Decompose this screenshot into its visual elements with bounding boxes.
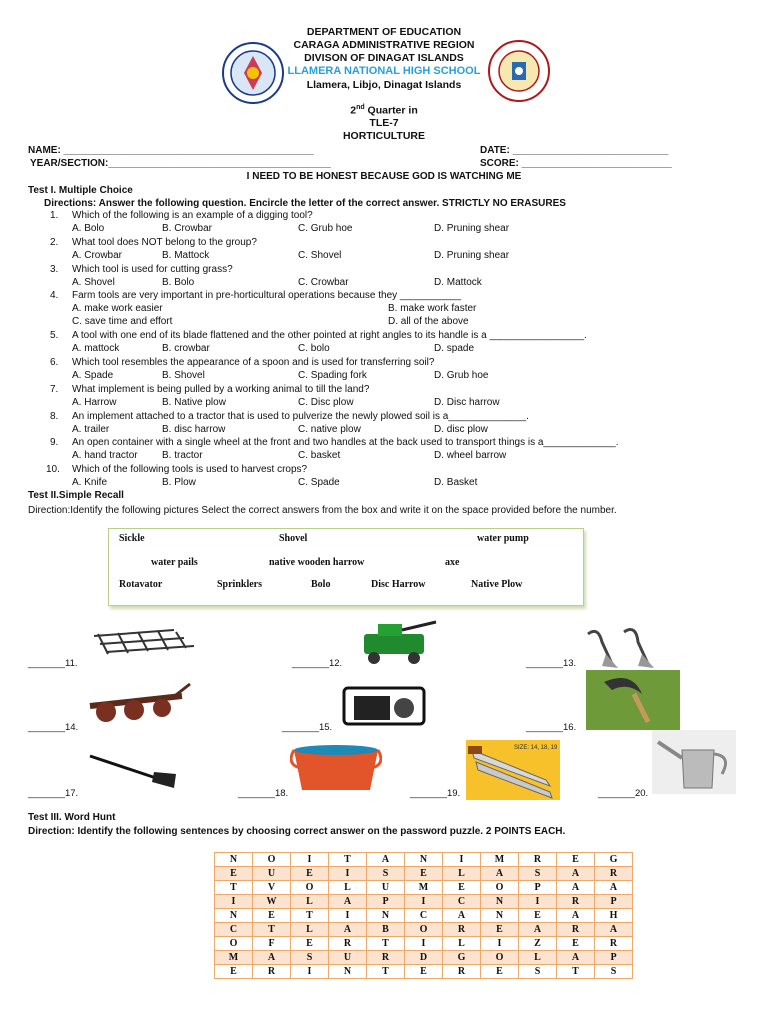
option-a[interactable]: A. Spade bbox=[72, 370, 114, 381]
option-c[interactable]: C. bolo bbox=[298, 343, 330, 355]
box-word: Shovel bbox=[279, 533, 308, 544]
option-b[interactable]: B. crowbar bbox=[162, 343, 210, 355]
grid-cell[interactable]: O bbox=[291, 881, 329, 895]
option-b[interactable]: B. Shovel bbox=[162, 370, 205, 381]
grid-cell[interactable]: R bbox=[253, 965, 291, 979]
option-d[interactable]: D. disc plow bbox=[434, 423, 488, 435]
box-word: water pails bbox=[151, 557, 198, 568]
grid-row bbox=[215, 867, 633, 881]
grid-cell[interactable]: R bbox=[443, 965, 481, 979]
grid-cell[interactable]: O bbox=[253, 853, 291, 867]
grid-cell[interactable]: E bbox=[291, 867, 329, 881]
grid-cell[interactable]: A bbox=[253, 951, 291, 965]
option-a[interactable]: A. make work easier bbox=[72, 303, 163, 315]
grid-cell[interactable]: C bbox=[215, 923, 253, 937]
subject-code: TLE-7 bbox=[369, 117, 399, 129]
grid-cell[interactable]: I bbox=[519, 895, 557, 909]
grid-cell[interactable]: O bbox=[481, 951, 519, 965]
box-word: axe bbox=[445, 557, 460, 568]
grid-cell[interactable]: A bbox=[329, 923, 367, 937]
grid-cell[interactable]: U bbox=[367, 881, 405, 895]
harrow-picture bbox=[88, 622, 200, 667]
quarter-line: 2nd Quarter in bbox=[350, 104, 418, 117]
option-c[interactable]: C. basket bbox=[298, 450, 341, 462]
grid-cell[interactable]: N bbox=[481, 909, 519, 923]
option-c[interactable]: C. native plow bbox=[298, 423, 361, 435]
question-number: 1. bbox=[50, 210, 59, 221]
blank-13[interactable]: _______13. bbox=[526, 658, 577, 669]
question-number: 6. bbox=[50, 357, 59, 368]
grid-cell[interactable]: E bbox=[519, 909, 557, 923]
sprinkler-picture bbox=[652, 730, 736, 799]
blank-20[interactable]: _______20. bbox=[598, 788, 649, 799]
question-number: 3. bbox=[50, 263, 59, 275]
grid-cell[interactable]: R bbox=[595, 937, 633, 951]
grid-cell[interactable]: L bbox=[291, 923, 329, 937]
grid-cell[interactable]: T bbox=[291, 909, 329, 923]
grid-cell[interactable]: L bbox=[329, 881, 367, 895]
blank-14[interactable]: _______14. bbox=[28, 722, 79, 733]
grid-row bbox=[215, 895, 633, 909]
grid-cell[interactable]: R bbox=[367, 951, 405, 965]
grid-cell[interactable]: T bbox=[253, 923, 291, 937]
grid-row bbox=[215, 853, 633, 867]
option-b[interactable]: B. Native plow bbox=[162, 396, 226, 408]
grid-cell[interactable]: N bbox=[215, 909, 253, 923]
grid-cell[interactable]: L bbox=[443, 937, 481, 951]
sickle-picture bbox=[586, 670, 680, 735]
grid-cell[interactable]: T bbox=[215, 881, 253, 895]
grid-row bbox=[215, 951, 633, 965]
grid-cell[interactable]: L bbox=[519, 951, 557, 965]
option-c[interactable]: C. Grub hoe bbox=[298, 223, 353, 234]
box-word: native wooden harrow bbox=[269, 557, 365, 568]
option-c[interactable]: C. save time and effort bbox=[72, 316, 173, 328]
grid-cell[interactable]: E bbox=[291, 937, 329, 951]
test2-direction: Direction:Identify the following pictures Select the correct answers from the box and write it on the space provided before the number. bbox=[28, 505, 617, 516]
rotavator-picture bbox=[358, 618, 442, 671]
grid-cell[interactable]: C bbox=[443, 895, 481, 909]
option-d[interactable]: D. Grub hoe bbox=[434, 370, 489, 381]
grid-cell[interactable]: B bbox=[367, 923, 405, 937]
grid-cell[interactable]: E bbox=[405, 965, 443, 979]
option-c[interactable]: C. Disc plow bbox=[298, 396, 354, 408]
school-address: Llamera, Libjo, Dinagat Islands bbox=[306, 79, 462, 91]
grid-cell[interactable]: I bbox=[215, 895, 253, 909]
grid-cell[interactable]: T bbox=[557, 965, 595, 979]
question-text: An open container with a single wheel at the front and two handles at the back used to transport things is a_____________. bbox=[72, 437, 619, 449]
grid-cell[interactable]: I bbox=[291, 965, 329, 979]
grid-cell[interactable]: P bbox=[367, 895, 405, 909]
grid-cell[interactable]: M bbox=[405, 881, 443, 895]
test3-title: Test III. Word Hunt bbox=[28, 812, 116, 823]
grid-cell[interactable]: O bbox=[481, 881, 519, 895]
grid-cell[interactable]: H bbox=[595, 909, 633, 923]
question-text: An implement attached to a tractor that is used to pulverize the newly plowed soil is a______________. bbox=[72, 410, 529, 422]
grid-cell[interactable]: O bbox=[215, 937, 253, 951]
box-word: Bolo bbox=[311, 579, 331, 590]
option-d[interactable]: D. Basket bbox=[434, 477, 478, 489]
blank-18[interactable]: _______18. bbox=[238, 788, 289, 799]
answer-box bbox=[108, 528, 584, 606]
test1-title: Test I. Multiple Choice bbox=[28, 185, 133, 196]
option-a[interactable]: A. hand tractor bbox=[72, 450, 138, 462]
grid-cell[interactable]: I bbox=[329, 909, 367, 923]
native-plow-picture bbox=[582, 624, 666, 675]
grid-cell[interactable]: S bbox=[595, 965, 633, 979]
grid-cell[interactable]: T bbox=[329, 853, 367, 867]
grid-cell[interactable]: T bbox=[367, 965, 405, 979]
grid-cell[interactable]: V bbox=[253, 881, 291, 895]
option-a[interactable]: A. Crowbar bbox=[72, 249, 123, 261]
word-hunt-grid bbox=[214, 852, 633, 979]
option-c[interactable]: C. Spading fork bbox=[298, 370, 367, 381]
grid-cell[interactable]: A bbox=[557, 881, 595, 895]
grid-cell[interactable]: A bbox=[557, 909, 595, 923]
grid-cell[interactable]: E bbox=[557, 853, 595, 867]
option-b[interactable]: B. make work faster bbox=[388, 303, 477, 315]
grid-cell[interactable]: I bbox=[405, 937, 443, 951]
grid-cell[interactable]: T bbox=[367, 937, 405, 951]
school-name: LLAMERA NATIONAL HIGH SCHOOL bbox=[287, 65, 481, 77]
question-number: 5. bbox=[50, 330, 59, 342]
grid-cell[interactable]: E bbox=[215, 867, 253, 881]
question-text: Which tool resembles the appearance of a spoon and is used for transferring soil? bbox=[72, 357, 435, 368]
option-a[interactable]: A. Shovel bbox=[72, 276, 115, 288]
option-b[interactable]: B. Mattock bbox=[162, 249, 210, 261]
option-d[interactable]: D. wheel barrow bbox=[434, 450, 507, 462]
grid-cell[interactable]: N bbox=[405, 853, 443, 867]
question-text: Which of the following is an example of a digging tool? bbox=[72, 210, 313, 221]
grid-cell[interactable]: W bbox=[253, 895, 291, 909]
header-line3: DIVISON OF DINAGAT ISLANDS bbox=[304, 52, 464, 64]
question-number: 8. bbox=[50, 410, 59, 422]
grid-cell[interactable]: A bbox=[557, 867, 595, 881]
grid-cell[interactable]: N bbox=[367, 909, 405, 923]
grid-cell[interactable]: N bbox=[481, 895, 519, 909]
grid-cell[interactable]: R bbox=[557, 895, 595, 909]
grid-cell[interactable]: U bbox=[329, 951, 367, 965]
honesty-motto: I NEED TO BE HONEST BECAUSE GOD IS WATCHING ME bbox=[246, 171, 522, 182]
option-b[interactable]: B. Crowbar bbox=[162, 223, 213, 234]
grid-cell[interactable]: S bbox=[519, 965, 557, 979]
option-d[interactable]: D. Disc harrow bbox=[434, 396, 500, 408]
date-field[interactable]: DATE: ____________________________ bbox=[480, 145, 669, 156]
blank-17[interactable]: _______17. bbox=[28, 788, 79, 799]
water-pump-picture bbox=[342, 686, 426, 731]
grid-cell[interactable]: R bbox=[557, 923, 595, 937]
grid-row bbox=[215, 923, 633, 937]
option-b[interactable]: B. Bolo bbox=[162, 276, 195, 288]
option-d[interactable]: D. Pruning shear bbox=[434, 249, 510, 261]
option-c[interactable]: C. Crowbar bbox=[298, 276, 349, 288]
question-number: 2. bbox=[50, 236, 59, 248]
grid-cell[interactable]: P bbox=[595, 895, 633, 909]
option-b[interactable]: B. disc harrow bbox=[162, 423, 226, 435]
grid-cell[interactable]: A bbox=[595, 923, 633, 937]
test2-title: Test II.Simple Recall bbox=[28, 490, 124, 501]
grid-cell[interactable]: A bbox=[519, 923, 557, 937]
disc-plow-picture bbox=[86, 678, 196, 731]
grid-cell[interactable]: G bbox=[443, 951, 481, 965]
option-c[interactable]: C. Spade bbox=[298, 477, 340, 489]
question-text: Which of the following tools is used to harvest crops? bbox=[72, 464, 308, 476]
question-text: Which tool is used for cutting grass? bbox=[72, 263, 233, 275]
grid-cell[interactable]: I bbox=[443, 853, 481, 867]
grid-cell[interactable]: P bbox=[595, 951, 633, 965]
grid-cell[interactable]: E bbox=[557, 937, 595, 951]
question-number: 9. bbox=[50, 437, 59, 449]
grid-cell[interactable]: I bbox=[329, 867, 367, 881]
box-word: Sickle bbox=[119, 533, 145, 544]
option-a[interactable]: A. Harrow bbox=[72, 396, 117, 408]
water-pail-picture bbox=[290, 744, 382, 799]
grid-cell[interactable]: N bbox=[215, 853, 253, 867]
name-field[interactable]: NAME: _____________________________________________ bbox=[28, 145, 314, 156]
size-label: SIZE: 14, 18, 19 bbox=[514, 745, 558, 751]
question-number: 10. bbox=[46, 464, 60, 476]
grid-cell[interactable]: I bbox=[291, 853, 329, 867]
option-b[interactable]: B. tractor bbox=[162, 450, 203, 462]
option-a[interactable]: A. Knife bbox=[72, 477, 108, 489]
grid-cell[interactable]: E bbox=[405, 867, 443, 881]
subject-title: HORTICULTURE bbox=[342, 130, 426, 142]
grid-cell[interactable]: A bbox=[367, 853, 405, 867]
shovel-picture bbox=[86, 752, 186, 795]
question-text: A tool with one end of its blade flattened and the other pointed at right angles to its handle is a _________________. bbox=[72, 330, 587, 342]
blank-12[interactable]: _______12. bbox=[292, 658, 343, 669]
grid-cell[interactable]: I bbox=[405, 895, 443, 909]
grid-cell[interactable]: D bbox=[405, 951, 443, 965]
grid-cell[interactable]: A bbox=[557, 951, 595, 965]
blank-11[interactable]: _______11. bbox=[28, 658, 78, 669]
box-word: Native Plow bbox=[471, 579, 523, 590]
box-word: Disc Harrow bbox=[371, 579, 426, 590]
grid-cell[interactable]: Z bbox=[519, 937, 557, 951]
question-number: 4. bbox=[50, 290, 59, 302]
question-text: Farm tools are very important in pre-horticultural operations because they ___________ bbox=[72, 290, 462, 302]
option-d[interactable]: D. Pruning shear bbox=[434, 223, 510, 234]
grid-cell[interactable]: E bbox=[253, 909, 291, 923]
header-line1: DEPARTMENT OF EDUCATION bbox=[306, 26, 462, 38]
grid-cell[interactable]: E bbox=[481, 965, 519, 979]
grid-cell[interactable]: S bbox=[291, 951, 329, 965]
box-word: water pump bbox=[477, 533, 529, 544]
grid-cell[interactable]: U bbox=[253, 867, 291, 881]
option-d[interactable]: D. Mattock bbox=[434, 276, 482, 288]
grid-row bbox=[215, 881, 633, 895]
question-text: What implement is being pulled by a working animal to till the land? bbox=[72, 383, 370, 395]
grid-cell[interactable]: S bbox=[519, 867, 557, 881]
grid-cell[interactable]: R bbox=[443, 923, 481, 937]
grid-cell[interactable]: F bbox=[253, 937, 291, 951]
blank-16[interactable]: _______16. bbox=[526, 722, 577, 733]
option-d[interactable]: D. all of the above bbox=[388, 316, 469, 328]
grid-cell[interactable]: L bbox=[291, 895, 329, 909]
grid-cell[interactable]: E bbox=[215, 965, 253, 979]
grid-cell[interactable]: L bbox=[443, 867, 481, 881]
grid-cell[interactable]: E bbox=[443, 881, 481, 895]
option-a[interactable]: A. mattock bbox=[72, 343, 120, 355]
header-line2: CARAGA ADMINISTRATIVE REGION bbox=[293, 39, 475, 51]
grid-cell[interactable]: A bbox=[481, 867, 519, 881]
question-number: 7. bbox=[50, 383, 59, 395]
grid-cell[interactable]: G bbox=[595, 853, 633, 867]
grid-cell[interactable]: E bbox=[481, 923, 519, 937]
grid-cell[interactable]: A bbox=[595, 881, 633, 895]
grid-cell[interactable]: M bbox=[215, 951, 253, 965]
grid-cell[interactable]: R bbox=[519, 853, 557, 867]
grid-cell[interactable]: N bbox=[329, 965, 367, 979]
grid-row bbox=[215, 909, 633, 923]
bolo-picture bbox=[466, 740, 560, 805]
blank-15[interactable]: _______15. bbox=[282, 722, 333, 733]
grid-cell[interactable]: I bbox=[481, 937, 519, 951]
box-word: Rotavator bbox=[119, 579, 163, 590]
grid-cell[interactable]: R bbox=[329, 937, 367, 951]
option-d[interactable]: D. spade bbox=[434, 343, 475, 355]
grid-cell[interactable]: M bbox=[481, 853, 519, 867]
grid-cell[interactable]: C bbox=[405, 909, 443, 923]
year-section-field[interactable]: YEAR/SECTION:________________________________________ bbox=[30, 158, 331, 169]
blank-19[interactable]: _______19. bbox=[410, 788, 461, 799]
option-c[interactable]: C. Shovel bbox=[298, 249, 342, 261]
test1-directions: Directions: Answer the following question. Encircle the letter of the correct answer. STRICTLY NO ERASURES bbox=[44, 198, 566, 209]
grid-cell[interactable]: R bbox=[595, 867, 633, 881]
score-field[interactable]: SCORE: ___________________________ bbox=[480, 158, 672, 169]
question-text: What tool does NOT belong to the group? bbox=[72, 236, 257, 248]
option-b[interactable]: B. Plow bbox=[162, 477, 196, 489]
option-a[interactable]: A. trailer bbox=[72, 423, 110, 435]
grid-cell[interactable]: O bbox=[405, 923, 443, 937]
grid-cell[interactable]: P bbox=[519, 881, 557, 895]
grid-cell[interactable]: A bbox=[329, 895, 367, 909]
grid-cell[interactable]: A bbox=[443, 909, 481, 923]
test3-direction: Direction: Identify the following sentences by choosing correct answer on the password puzzle. 2 POINTS EACH. bbox=[28, 826, 566, 837]
grid-row bbox=[215, 965, 633, 979]
option-a[interactable]: A. Bolo bbox=[72, 223, 105, 234]
grid-cell[interactable]: S bbox=[367, 867, 405, 881]
box-word: Sprinklers bbox=[217, 579, 263, 590]
grid-row bbox=[215, 937, 633, 951]
